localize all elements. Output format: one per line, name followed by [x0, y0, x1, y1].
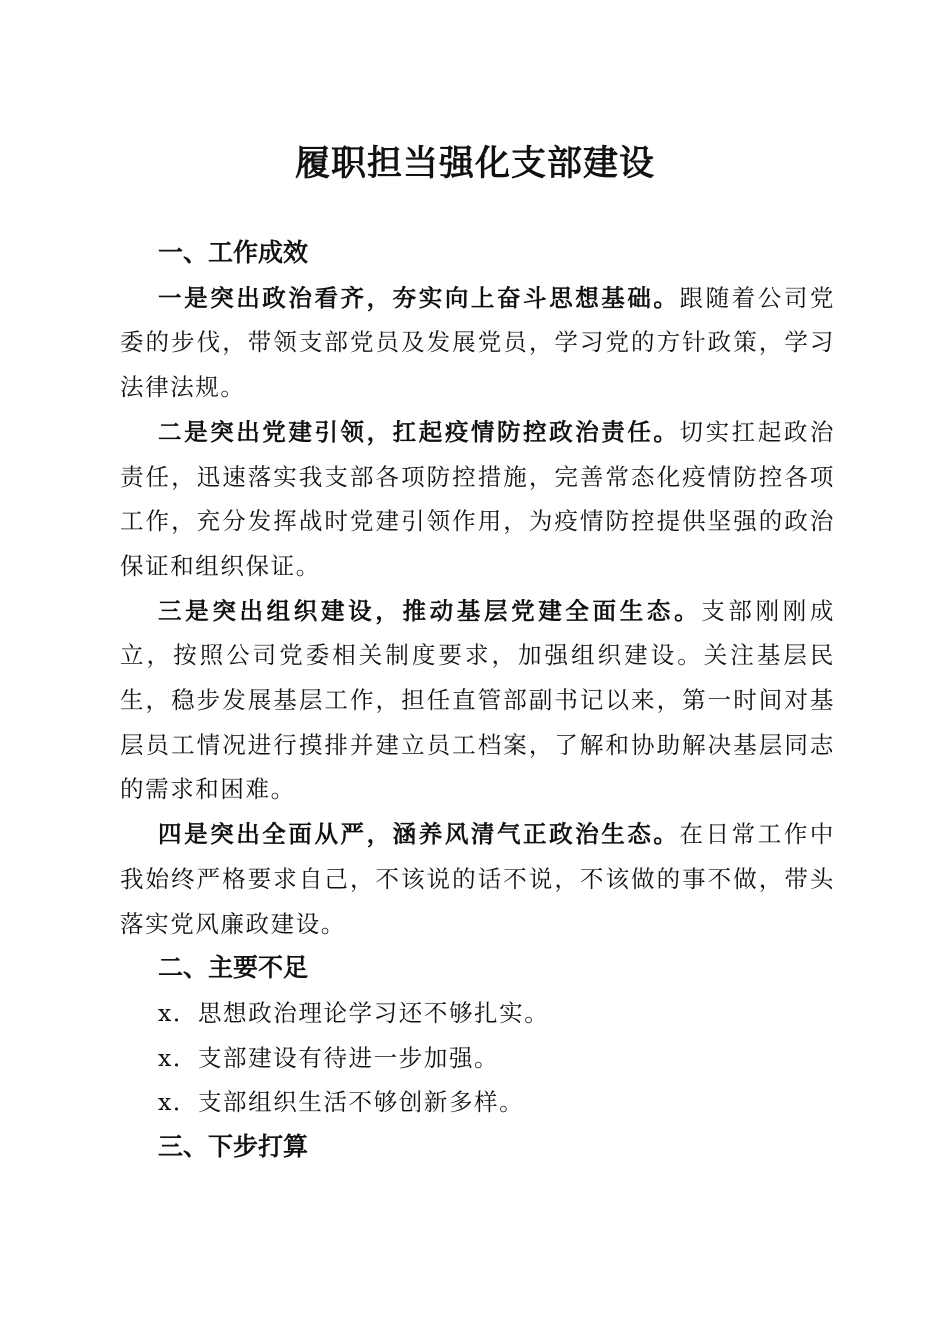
section-heading-achievements: 一、工作成效 [158, 238, 309, 267]
list-item: x．支部建设有待进一步加强。 [158, 1043, 500, 1072]
paragraph-lead: 一是突出政治看齐，夯实向上奋斗思想基础。 [158, 283, 680, 312]
paragraph-lead: 四是突出全面从严，涵养风清气正政治生态。 [158, 820, 680, 849]
section-heading-shortcomings: 二、主要不足 [158, 953, 309, 983]
paragraph-text: 切实扛起政治责任，迅速落实我支部各项防控措施，完善常态化疫情防控各项工作，充分发挥战时党建引领作用，为疫情防控提供坚强的政治保证和组织保证。 [120, 417, 835, 580]
paragraph-4 [120, 812, 835, 946]
paragraph-1 [120, 276, 835, 410]
document-body [120, 231, 835, 1170]
paragraph-text: 在日常工作中我始终严格要求自己，不该说的话不说，不该做的事不做，带头落实党风廉政建设。 [120, 820, 835, 938]
paragraph-lead: 三是突出组织建设，推动基层党建全面生态。 [158, 596, 702, 625]
paragraph-text: 支部刚刚成立，按照公司党委相关制度要求，加强组织建设。关注基层民生，稳步发展基层工作，担任直管部副书记以来，第一时间对基层员工情况进行摸排并建立员工档案，了解和协助解决基层同志的需求和困难。 [120, 596, 835, 804]
paragraph-2 [120, 410, 835, 589]
paragraph-lead: 二是突出党建引领，扛起疫情防控政治责任。 [158, 417, 680, 446]
list-item: x．思想政治理论学习还不够扎实。 [158, 998, 550, 1027]
paragraph-text: 跟随着公司党委的步伐，带领支部党员及发展党员，学习党的方针政策，学习法律法规。 [120, 283, 835, 402]
list-item: x．支部组织生活不够创新多样。 [158, 1088, 525, 1117]
document-title: 履职担当强化支部建设 [294, 143, 655, 184]
paragraph-3 [120, 589, 835, 813]
section-heading-next-steps: 三、下步打算 [158, 1132, 309, 1162]
